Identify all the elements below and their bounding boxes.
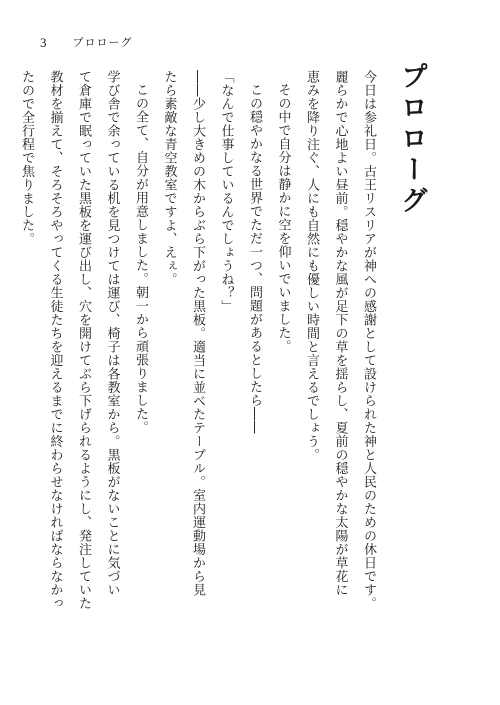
text-line: 教材を揃えて、そろそろやってくる生徒たちを迎えるまでに終わらせなければならなかっ (47, 70, 63, 610)
text-line: 恵みを降り注ぐ、人にも自然にも優しい時間と言えるでしょう。 (304, 70, 319, 462)
text-line: この全て、自分が用意しました。朝一から頑張りました。 (133, 83, 148, 434)
text-line: その中で自分は静かに空を仰いでいました。 (275, 83, 291, 353)
text-line: 学び舎で余っている机を見つけては運び、椅子は各教室から。黒板がないことに気づい (104, 70, 120, 597)
text-line: たので全行程で焦りました。 (19, 70, 34, 246)
chapter-title: プロローグ (396, 62, 427, 217)
page-header (40, 34, 133, 52)
dialogue-line: 「なんで仕事しているんでしょうね？」 (218, 70, 234, 313)
running-head: プロローグ (72, 36, 133, 49)
text-line: この穏やかなる世界でただ一つ、問題があるとしたら―― (247, 83, 262, 434)
text-line: たら素敵な青空教室ですよ、えぇ。 (161, 70, 177, 286)
page-number: 3 (40, 35, 47, 50)
text-line: 今日は参礼日。古王リスリアが神への感謝として設けられた神と人民のための休日です。 (361, 70, 376, 610)
text-line: 麗らかで心地よい昼前。穏やかな風が足下の草を揺らし、夏前の穏やかな太陽が草花に (332, 70, 348, 597)
text-line: ――少し大きめの木からぶら下がった黒板。適当に並べたテーブル。室内運動場から見 (190, 70, 205, 597)
text-line: て倉庫で眠っていた黒板を運び出し、穴を開けてぶら下げられるようにし、発注していた (76, 70, 91, 610)
body-text (12, 70, 383, 670)
